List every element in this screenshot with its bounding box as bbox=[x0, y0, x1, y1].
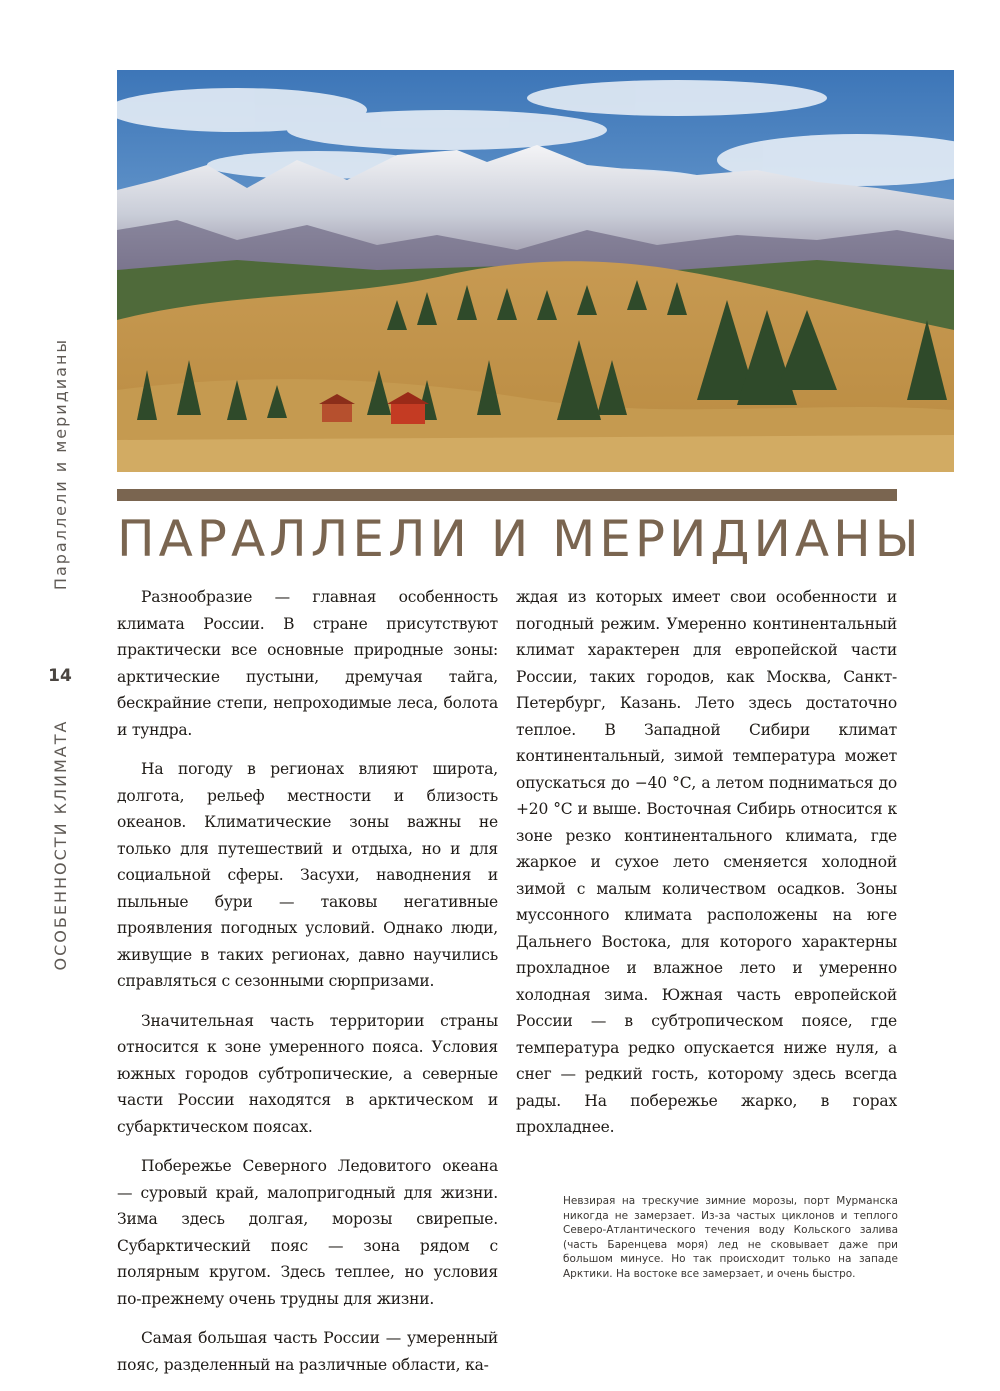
title-rule bbox=[117, 489, 897, 501]
paragraph: На погоду в регионах влияют широта, долгота, рельеф местности и близость океанов. Климатические зоны важны не только для путешествий и отдыха, но и для социальной сферы. Засухи, наводнения и пыльные бури — таковы негативные проявления погодных условий. Однако люди, живущие в таких регионах, давно научились справляться с сезонными сюрпризами. bbox=[117, 760, 498, 990]
sidebar-chapter-label: ОСОБЕННОСТИ КЛИМАТА bbox=[51, 719, 70, 971]
page-title: ПАРАЛЛЕЛИ И МЕРИДИАНЫ bbox=[117, 510, 923, 568]
paragraph: Значительная часть территории страны относится к зоне умеренного пояса. Условия южных городов субтропические, а северные части России находятся в арктическом и субарктическом поясах. bbox=[117, 1011, 498, 1136]
paragraph: ждая из которых имеет свои особенности и погодный режим. Умеренно континентальный климат характерен для европейской части России, таких городов, как Москва, Санкт-Петербург, Казань. Лето здесь достаточно теплое. В Западной Сибири климат континентальный, зимой температура может опускаться до −40 °С, а летом подниматься до +20 °С и выше. Восточная Сибирь относится к зоне резко континентального климата, где жаркое и сухое лето сменяется холодной зимой с малым количеством осадков. Зоны муссонного климата расположены на юге Дальнего Востока, для которого характерны прохладное и влажное лето и умеренно холодная зима. Южная часть европейской России — в субтропическом поясе, где температура редко опускается ниже нуля, а снег — редкий гость, которому здесь всегда рады. На побережье жарко, в горах прохладнее. bbox=[516, 588, 897, 1136]
paragraph: Побережье Северного Ледовитого океана — суровый край, малопригодный для жизни. Зима здесь долгая, морозы свирепые. Субарктический пояс — зона рядом с полярным кругом. Здесь теплее, но условия по-прежнему очень трудны для жизни. bbox=[117, 1157, 498, 1308]
sidebar-section-label: Параллели и меридианы bbox=[51, 337, 70, 591]
paragraph: Самая большая часть России — умеренный пояс, разделенный на различные области, ка- bbox=[117, 1329, 498, 1374]
photo-caption: Невзирая на трескучие зимние морозы, порт Мурманска никогда не замерзает. Из-за частых циклонов и теплого Северо-Атлантического течения воду Кольского залива (часть Баренцева моря) лед не сковывает даже при большом минусе. Но так происходит только на западе Арктики. На востоке все замерзает, и очень быстро. bbox=[563, 1195, 898, 1280]
right-text-column bbox=[516, 584, 897, 1154]
paragraph: Разнообразие — главная особенность климата России. В стране присутствуют практически все основные природные зоны: арктические пустыни, дремучая тайга, бескрайние степи, непроходимые леса, болота и тундра. bbox=[117, 588, 498, 739]
left-text-column bbox=[117, 584, 498, 1391]
page-number: 14 bbox=[48, 666, 72, 686]
hero-photo-mountain-landscape bbox=[117, 70, 954, 472]
